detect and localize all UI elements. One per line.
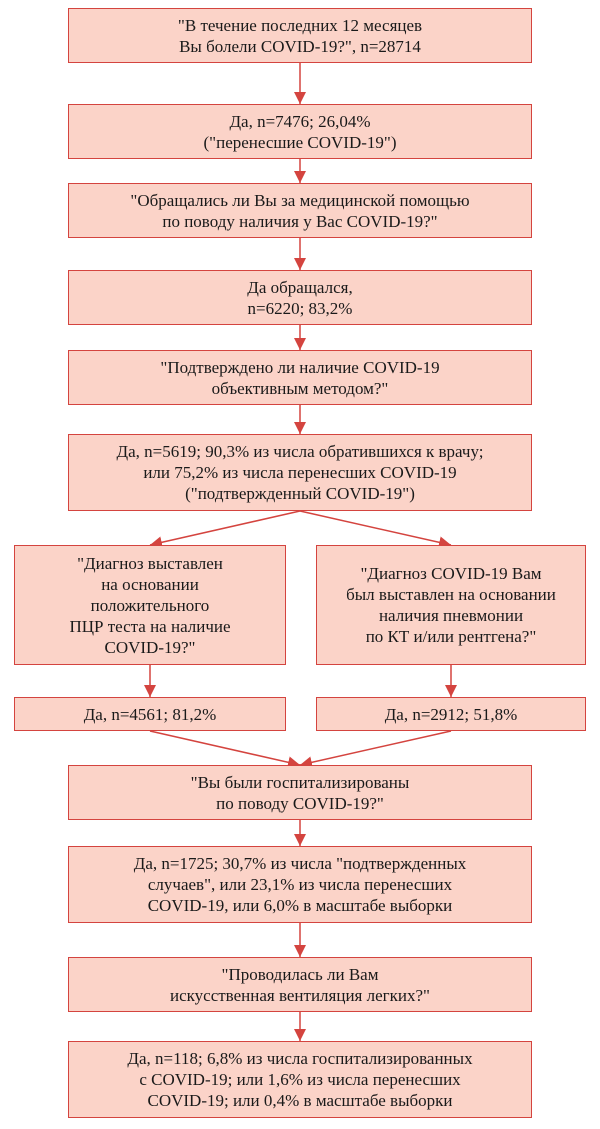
box-line: Да, n=5619; 90,3% из числа обратившихся к врачу; [116, 442, 484, 461]
box-line: "В течение последних 12 месяцев [177, 15, 423, 35]
box-line: на основании [101, 574, 199, 594]
box-line: объективным методом?" [211, 378, 389, 398]
box-line: или 75,2% из числа перенесших COVID-19 [143, 463, 457, 482]
box-line: COVID-19?" [104, 637, 196, 657]
question-sought-medical-help [68, 183, 532, 238]
box-line: n=6220; 83,2% [247, 298, 353, 318]
box-line: ПЦР теста на наличие [69, 616, 231, 636]
box-line: Да, n=4561; 81,2% [83, 704, 217, 724]
question-confirmed-objectively [68, 350, 532, 405]
answer-sought-help [68, 270, 532, 325]
box-line: Да, n=2912; 51,8% [384, 704, 518, 724]
box-line: COVID-19, или 6,0% в масштабе выборки [147, 896, 453, 915]
question-covid-last-12-months [68, 8, 532, 63]
box-line: по поводу наличия у Вас COVID-19?" [162, 211, 438, 231]
answer-pneumonia-ct [316, 697, 586, 731]
box-line: Да, n=7476; 26,04% [229, 111, 371, 131]
box-line: Да обращался, [247, 277, 353, 297]
box-line: Да, n=118; 6,8% из числа госпитализированных [127, 1049, 473, 1068]
box-line: ("подтвержденный COVID-19") [185, 484, 415, 503]
box-line: ("перенесшие COVID-19") [203, 132, 397, 152]
box-line: положительного [90, 595, 210, 615]
box-line: с COVID-19; или 1,6% из числа перенесших [139, 1070, 461, 1089]
answer-had-covid [68, 104, 532, 159]
arrow-a5-to-q6 [300, 731, 451, 765]
answer-hospitalized [68, 846, 532, 923]
question-ventilation [68, 957, 532, 1012]
box-line: COVID-19; или 0,4% в масштабе выборки [147, 1091, 453, 1110]
box-line: наличия пневмонии [378, 606, 524, 625]
box-line: "Обращались ли Вы за медицинской помощью [130, 190, 470, 210]
answer-pcr-positive [14, 697, 286, 731]
box-line: "Диагноз COVID-19 Вам [360, 564, 542, 583]
question-pneumonia-ct-diagnosis [316, 545, 586, 665]
box-line: искусственная вентиляция легких?" [170, 985, 430, 1005]
arrow-a3-to-q4 [150, 511, 300, 545]
box-line: случаев", или 23,1% из числа перенесших [147, 875, 453, 894]
box-line: по КТ и/или рентгена?" [365, 627, 537, 646]
box-line: по поводу COVID-19?" [216, 793, 384, 813]
box-line: "Проводилась ли Вам [221, 964, 379, 984]
question-pcr-diagnosis [14, 545, 286, 665]
arrow-a4-to-q6 [150, 731, 300, 765]
question-hospitalized [68, 765, 532, 820]
answer-confirmed-covid [68, 434, 532, 511]
box-line: "Подтверждено ли наличие COVID-19 [160, 357, 440, 377]
arrow-a3-to-q5 [300, 511, 451, 545]
box-line: "Диагноз выставлен [77, 553, 223, 573]
answer-ventilated [68, 1041, 532, 1118]
box-line: Да, n=1725; 30,7% из числа "подтвержденных [133, 854, 467, 873]
box-line: "Вы были госпитализированы [190, 772, 410, 792]
box-line: Вы болели COVID-19?", n=28714 [179, 36, 421, 56]
box-line: был выставлен на основании [346, 585, 556, 604]
